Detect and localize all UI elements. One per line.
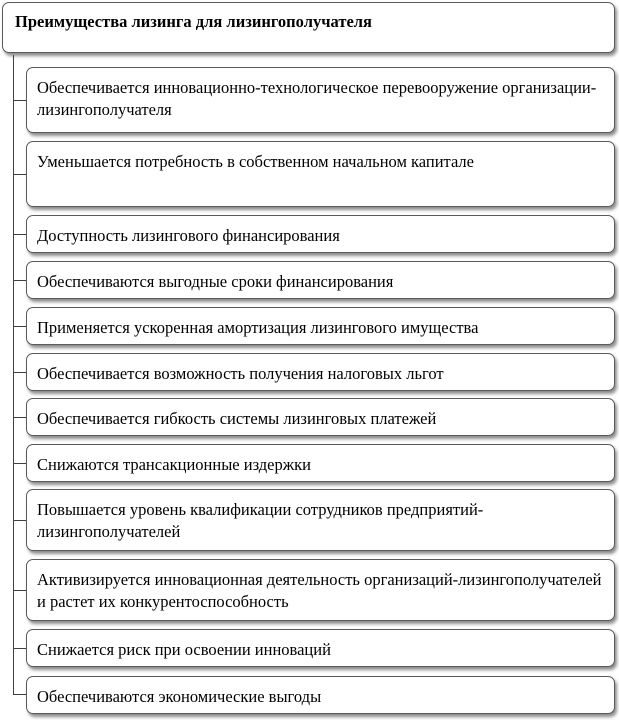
advantage-box — [26, 676, 615, 714]
advantage-text: Обеспечивается возможность получения налоговых льгот — [37, 364, 444, 383]
advantage-box — [26, 353, 615, 391]
connector-line — [13, 372, 26, 373]
advantage-text: Применяется ускоренная амортизация лизингового имущества — [37, 318, 479, 337]
diagram-title-box — [2, 2, 615, 53]
advantage-box — [26, 261, 615, 299]
advantage-text: Повышается уровень квалификации сотрудников предприятий-лизингополучателей — [37, 500, 484, 541]
connector-spine — [13, 55, 14, 695]
connector-line — [13, 280, 26, 281]
advantage-box — [26, 67, 615, 133]
connector-line — [13, 326, 26, 327]
connector-line — [13, 648, 26, 649]
advantage-box — [26, 559, 615, 621]
connector-line — [13, 463, 26, 464]
advantage-box — [26, 444, 615, 482]
diagram-title: Преимущества лизинга для лизингополучателя — [15, 12, 372, 31]
advantage-box — [26, 489, 615, 551]
advantage-text: Доступность лизингового финансирования — [37, 226, 340, 245]
advantage-text: Активизируется инновационная деятельность организаций-лизингополучателей и растет их конкурентоспособность — [37, 570, 602, 611]
advantage-text: Обеспечивается гибкость системы лизинговых платежей — [37, 409, 437, 428]
advantage-box — [26, 141, 615, 207]
advantage-box — [26, 215, 615, 253]
connector-line — [13, 174, 26, 175]
advantage-text: Обеспечиваются выгодные сроки финансирования — [37, 272, 394, 291]
connector-line — [13, 694, 26, 695]
advantage-text: Снижаются трансакционные издержки — [37, 455, 311, 474]
connector-line — [13, 417, 26, 418]
advantage-box — [26, 398, 615, 436]
advantage-text: Обеспечиваются экономические выгоды — [37, 687, 322, 706]
connector-line — [13, 100, 26, 101]
connector-line — [13, 590, 26, 591]
advantage-text: Обеспечивается инновационно-технологическое перевооружение организации-лизингополучателя — [37, 78, 597, 119]
advantage-text: Уменьшается потребность в собственном начальном капитале — [37, 152, 474, 171]
connector-line — [13, 520, 26, 521]
connector-line — [13, 234, 26, 235]
advantage-text: Снижается риск при освоении инноваций — [37, 640, 331, 659]
advantage-box — [26, 629, 615, 667]
advantage-box — [26, 307, 615, 345]
